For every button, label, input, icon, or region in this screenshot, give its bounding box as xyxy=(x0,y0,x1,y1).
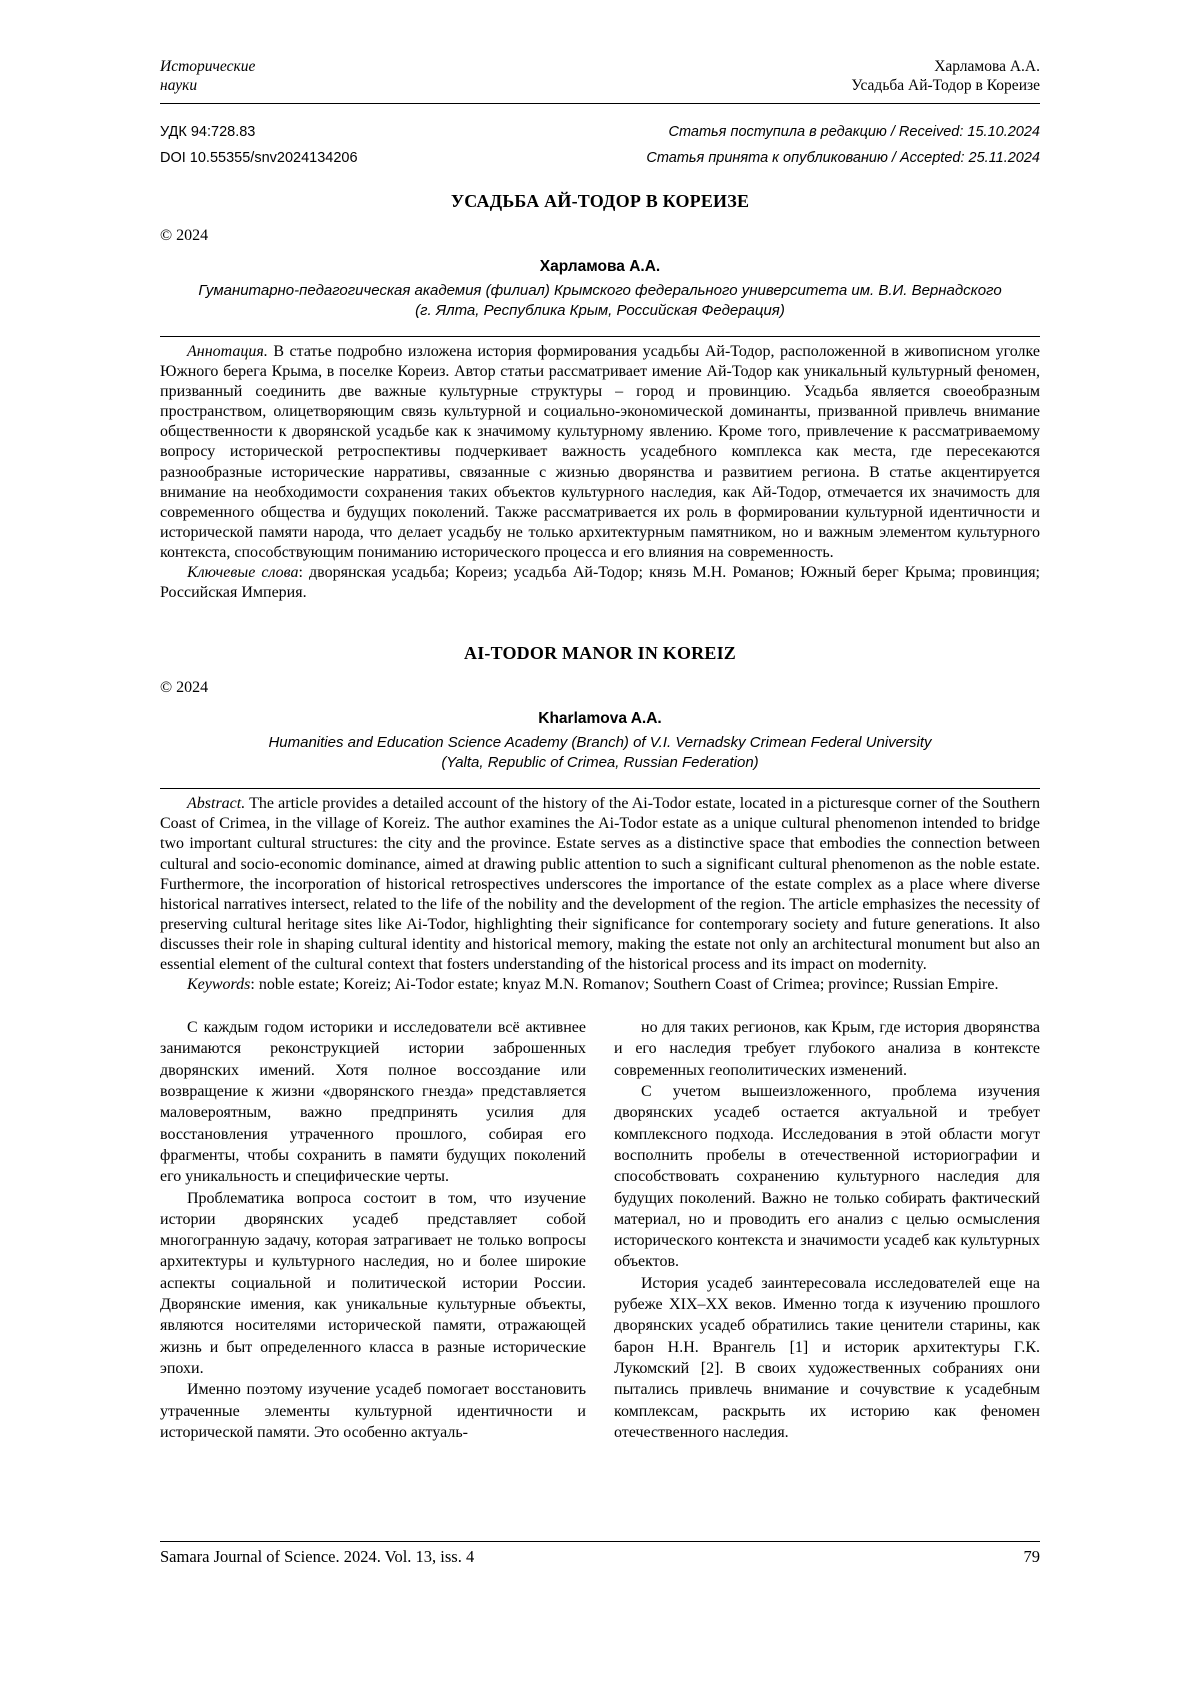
received-date: Статья поступила в редакцию / Received: 15.10.2024 xyxy=(668,124,1040,140)
left-column xyxy=(160,1017,586,1443)
abstract-rule-ru xyxy=(160,336,1040,337)
keywords-label-ru: Ключевые слова xyxy=(187,564,299,582)
journal-citation: Samara Journal of Science. 2024. Vol. 13, iss. 4 xyxy=(160,1547,475,1566)
page-footer xyxy=(160,1541,1040,1567)
article-title-ru: УСАДЬБА АЙ-ТОДОР В КОРЕИЗЕ xyxy=(450,191,750,211)
running-head xyxy=(160,57,1040,95)
body-paragraph: С каждым годом историки и исследователи всё активнее занимаются реконструкцией истории заброшенных дворянских имений. Хотя полное воссоздание или возвращение к жизни «дворянского гнезда» представляется маловероятным, важно предпринять усилия для восстановления утраченного прошлого, собирая его фрагменты, чтобы сохранить в памяти будущих поколений его уникальность и специфические черты. xyxy=(160,1019,586,1186)
right-column xyxy=(614,1017,1040,1443)
keywords-text-ru: : дворянская усадьба; Кореиз; усадьба Ай-Тодор; князь М.Н. Романов; Южный берег Крыма; провинция; Российская Империя. xyxy=(160,564,1040,602)
russian-section xyxy=(160,191,1040,603)
article-title-en: AI-TODOR MANOR IN KOREIZ xyxy=(464,643,736,664)
affiliation-en-line1: Humanities and Education Science Academy (Branch) of V.I. Vernadsky Crimean Federal University xyxy=(268,734,932,752)
affiliation-en xyxy=(160,733,1040,773)
author-ru: Харламова А.А. xyxy=(539,258,661,275)
body-paragraph: С учетом вышеизложенного, проблема изучения дворянских усадеб остается актуальной и требует комплексного подхода. Исследования в этой области могут восполнить пробелы в отечественной историографии и способствовать сохранению культурного наследия для будущих поколений. Важно не только собирать фактический материал, но и проводить его анализ с целью осмысления исторического контекста и значимости усадеб как культурных объектов. xyxy=(614,1083,1040,1271)
abstract-label-en: Abstract. xyxy=(187,795,246,813)
abstract-text-en: The article provides a detailed account of the history of the Ai-Todor estate, located in a picturesque corner of the Southern Coast of Crimea, in the village of Koreiz. The author examines the Ai-Todor estate as a unique cultural phenomenon intended to bridge two important cultural structures: the city and the province. Estate serves as a distinctive space that embodies the connection between cultural and socio-economic dominance, aimed at drawing public attention to such a significant cultural phenomenon as the noble estate. Furthermore, the incorporation of historical retrospectives underscores the importance of the estate complex as a place where diverse historical narratives intersect, related to the life of the nobility and the development of the region. The article emphasizes the necessity of preserving cultural heritage sites like Ai-Todor, highlighting their significance for contemporary society and future generations. It also discusses their role in shaping cultural identity and historical memory, making the estate not only an architectural monument but also an essential element of the cultural context that fosters understanding of the historical process and its impact on modernity. xyxy=(160,795,1040,973)
footer-row xyxy=(160,1542,1040,1567)
running-head-article xyxy=(851,57,1040,95)
article-body xyxy=(160,1017,1040,1443)
article-meta xyxy=(160,119,1040,171)
running-head-title: Усадьба Ай-Тодор в Кореизе xyxy=(851,77,1040,94)
copyright-ru: © 2024 xyxy=(160,227,209,244)
affiliation-en-line2: (Yalta, Republic of Crimea, Russian Federation) xyxy=(441,754,759,772)
running-head-section-line2: науки xyxy=(160,77,198,94)
header-rule xyxy=(160,103,1040,104)
copyright-en: © 2024 xyxy=(160,679,209,697)
affiliation-ru-line2: (г. Ялта, Республика Крым, Российская Федерация) xyxy=(415,302,785,319)
udc-code: УДК 94:728.83 xyxy=(160,124,256,140)
keywords-ru xyxy=(160,563,1040,603)
running-head-section-line1: Исторические xyxy=(160,58,256,75)
author-en: Kharlamova A.A. xyxy=(538,710,662,728)
meta-dates xyxy=(646,119,1040,171)
body-paragraph: но для таких регионов, как Крым, где история дворянства и его наследия требует глубокого анализа в контексте современных геополитических изменений. xyxy=(614,1019,1040,1079)
meta-identifiers xyxy=(160,119,358,171)
running-head-section xyxy=(160,57,255,95)
body-paragraph: История усадеб заинтересовала исследователей еще на рубеже XIX–XX веков. Именно тогда к изучению прошлого дворянских усадеб обратились такие ценители старины, как барон Н.Н. Врангель [1] и историк архитектуры Г.К. Лукомский [2]. В своих художественных собраниях они пытались привлечь внимание и сочувствие к усадебным комплексам, раскрыть их историю как феномен отечественного наследия. xyxy=(614,1274,1040,1441)
body-paragraph: Проблематика вопроса состоит в том, что изучение истории дворянских усадеб представляет собой многогранную задачу, которая затрагивает не только вопросы архитектуры и культурного наследия, но и более широкие аспекты социальной и политической истории России. Дворянские имения, как уникальные культурные объекты, являются носителями исторической памяти, отражающей жизнь и быт определенного класса в разные исторические эпохи. xyxy=(160,1189,586,1377)
accepted-date: Статья принята к опубликованию / Accepted: 25.11.2024 xyxy=(646,150,1040,166)
affiliation-ru xyxy=(160,281,1040,321)
keywords-label-en: Keywords xyxy=(187,976,251,994)
keywords-text-en: : noble estate; Koreiz; Ai-Todor estate; knyaz M.N. Romanov; Southern Coast of Crimea; province; Russian Empire. xyxy=(250,976,999,994)
abstract-text-ru: В статье подробно изложена история формирования усадьбы Ай-Тодор, расположенной в живописном уголке Южного берега Крыма, в поселке Кореиз. Автор статьи рассматривает имение Ай-Тодор как уникальный культурный феномен, призванный соединить две важные культурные структуры – город и провинцию. Усадьба является своеобразным пространством, олицетворяющим связь культурной и социально-экономической доминанты, призванной привлечь внимание общественности к дворянской усадьбе как к значимому культурному явлению. Кроме того, привлечение к рассматриваемому вопросу исторической ретроспективы подчеркивает важность усадебного комплекса как места, где пересекаются разнообразные исторические нарративы, связанные с жизнью дворянства и развитием региона. В статье акцентируется внимание на необходимости сохранения таких объектов культурного наследия, как Ай-Тодор, отмечается их значимость для современного общества и будущих поколений. Также рассматривается их роль в формировании культурной идентичности и исторической памяти народа, что делает усадьбу не только архитектурным памятником, но и важным элементом культурного контекста, способствующим пониманию исторического процесса и его влияния на современность. xyxy=(160,343,1040,561)
abstract-label-ru: Аннотация. xyxy=(187,343,268,360)
running-head-author: Харламова А.А. xyxy=(934,58,1040,75)
abstract-en xyxy=(160,794,1040,975)
body-paragraph: Именно поэтому изучение усадеб помогает восстановить утраченные элементы культурной идентичности и исторической памяти. Это особенно актуаль- xyxy=(160,1381,586,1441)
keywords-en xyxy=(160,975,1040,995)
abstract-ru xyxy=(160,342,1040,563)
affiliation-ru-line1: Гуманитарно-педагогическая академия (филиал) Крымского федерального университета им. В.И. Вернадского xyxy=(198,282,1002,299)
page-number: 79 xyxy=(1023,1547,1040,1566)
doi-code: DOI 10.55355/snv2024134206 xyxy=(160,150,358,166)
abstract-rule-en xyxy=(160,788,1040,789)
english-section xyxy=(160,643,1040,995)
